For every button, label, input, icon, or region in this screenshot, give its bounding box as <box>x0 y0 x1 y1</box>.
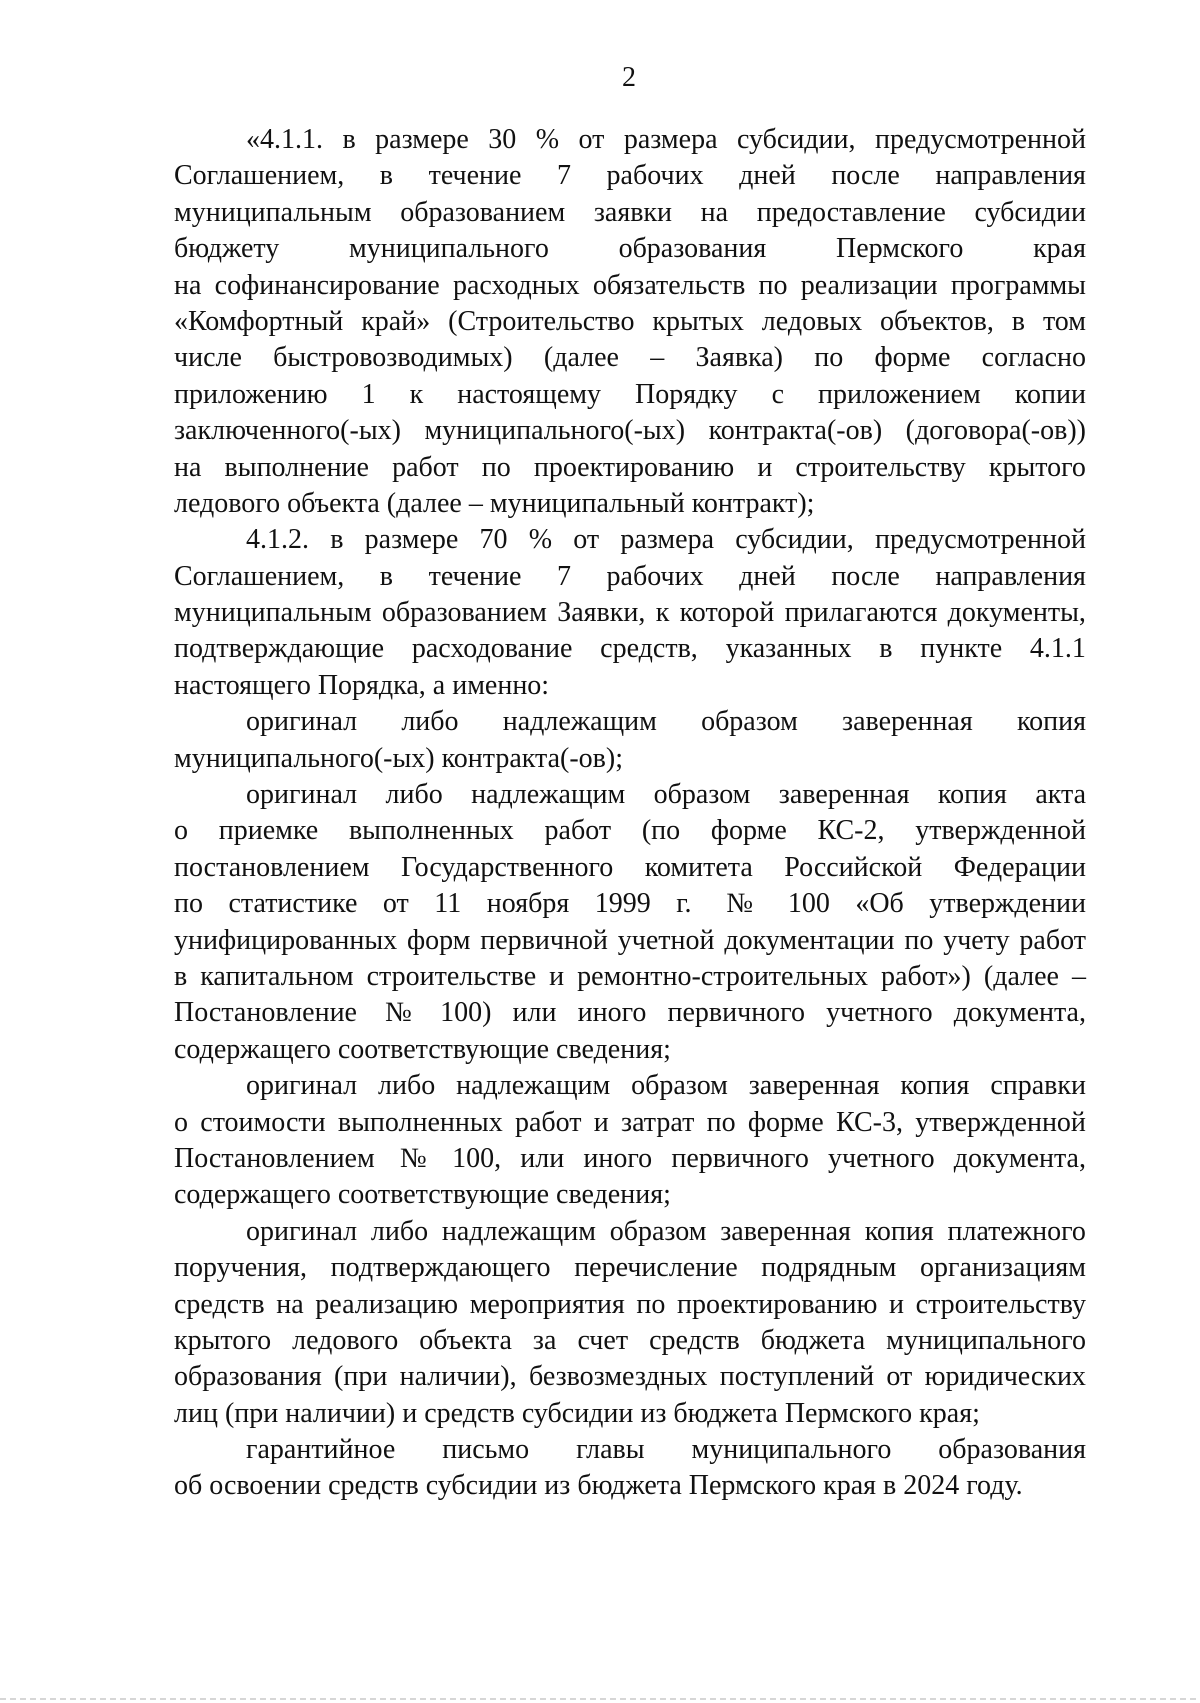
text-line: оригинал либо надлежащим образом заверенная копия <box>246 706 1086 738</box>
text-line: оригинал либо надлежащим образом заверенная копия акта <box>246 779 1086 811</box>
text-line: унифицированных форм первичной учетной документации по учету работ <box>174 924 1086 956</box>
text-line: Постановлением № 100, или иного первичного учетного документа, <box>174 1142 1086 1174</box>
text-line: в капитальном строительстве и ремонтно-строительных работ») (далее – <box>174 960 1086 992</box>
text-line: на выполнение работ по проектированию и строительству крытого <box>174 451 1086 483</box>
text-line: муниципальным образованием заявки на предоставление субсидии <box>174 196 1086 228</box>
text-line: бюджету муниципального образования Пермского края <box>174 233 1086 265</box>
text-line: на софинансирование расходных обязательств по реализации программы <box>174 269 1086 301</box>
text-line: ледового объекта (далее – муниципальный контракт); <box>174 487 815 519</box>
text-line: крытого ледового объекта за счет средств бюджета муниципального <box>174 1324 1086 1356</box>
text-line: поручения, подтверждающего перечисление подрядным организациям <box>174 1252 1086 1284</box>
text-line: 4.1.2. в размере 70 % от размера субсидии, предусмотренной <box>246 524 1086 556</box>
text-line: содержащего соответствующие сведения; <box>174 1033 671 1065</box>
text-line: образования (при наличии), безвозмездных поступлений от юридических <box>174 1361 1086 1393</box>
text-line: оригинал либо надлежащим образом заверенная копия справки <box>246 1070 1086 1102</box>
text-line: заключенного(-ых) муниципального(-ых) контракта(-ов) (договора(-ов)) <box>174 415 1086 447</box>
text-line: содержащего соответствующие сведения; <box>174 1179 671 1211</box>
text-line: муниципального(-ых) контракта(-ов); <box>174 742 623 774</box>
text-line: по статистике от 11 ноября 1999 г. № 100 «Об утверждении <box>174 888 1086 920</box>
text-line: о приемке выполненных работ (по форме КС-2, утвержденной <box>174 815 1086 847</box>
text-line: «Комфортный край» (Строительство крытых ледовых объектов, в том <box>174 305 1086 337</box>
text-line: настоящего Порядка, а именно: <box>174 669 550 701</box>
text-line: Соглашением, в течение 7 рабочих дней после направления <box>174 160 1086 192</box>
text-line: «4.1.1. в размере 30 % от размера субсидии, предусмотренной <box>246 124 1086 155</box>
text-line: муниципальным образованием Заявки, к которой прилагаются документы, <box>174 597 1086 629</box>
text-line: подтверждающие расходование средств, указанных в пункте 4.1.1 <box>174 633 1086 665</box>
scan-edge <box>0 1698 1200 1700</box>
text-line: средств на реализацию мероприятия по проектированию и строительству <box>174 1288 1086 1320</box>
text-line: приложению 1 к настоящему Порядку с приложением копии <box>174 378 1086 410</box>
page-number: 2 <box>622 62 636 93</box>
text-line: лиц (при наличии) и средств субсидии из бюджета Пермского края; <box>174 1397 980 1429</box>
text-line: Соглашением, в течение 7 рабочих дней после направления <box>174 560 1086 592</box>
text-line: гарантийное письмо главы муниципального образования <box>246 1434 1086 1466</box>
text-line: числе быстровозводимых) (далее – Заявка) по форме согласно <box>174 342 1086 374</box>
text-line: об освоении средств субсидии из бюджета Пермского края в 2024 году. <box>174 1470 1023 1502</box>
text-line: Постановление № 100) или иного первичного учетного документа, <box>174 997 1086 1029</box>
text-line: о стоимости выполненных работ и затрат по форме КС-3, утвержденной <box>174 1106 1086 1138</box>
text-line: постановлением Государственного комитета Российской Федерации <box>174 851 1086 883</box>
document-body <box>174 122 1086 1505</box>
text-line: оригинал либо надлежащим образом заверенная копия платежного <box>246 1215 1086 1247</box>
